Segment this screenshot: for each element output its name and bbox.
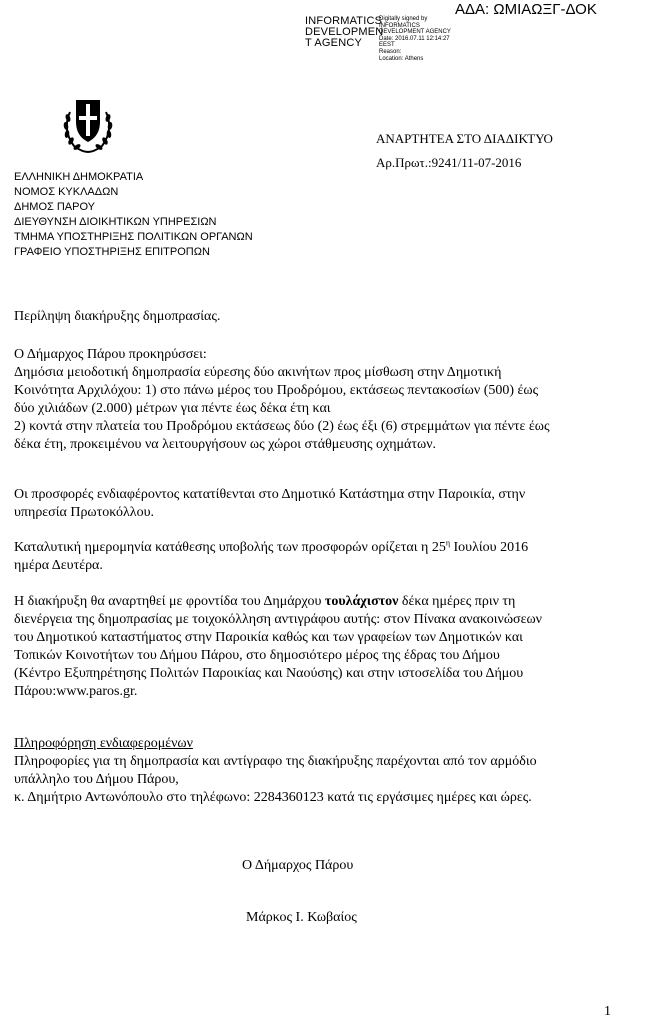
signature-detail-line: INFORMATICS	[379, 22, 420, 29]
offers-line: Οι προσφορές ενδιαφέροντος κατατίθενται στο Δημοτικό Κατάστημα στην Παροικία, στην	[14, 487, 526, 502]
authority-line: ΝΟΜΟΣ ΚΥΚΛΑΔΩΝ	[14, 186, 119, 198]
announcement-line: δέκα έτη, προκειμένου να λειτουργήσουν ως χώροι στάθμευσης οχημάτων.	[14, 437, 437, 452]
posting-line	[14, 593, 624, 611]
posting-emphasis: τουλάχιστον	[324, 594, 399, 609]
authority-line: ΔΗΜΟΣ ΠΑΡΟΥ	[14, 201, 96, 213]
info-line: Πληροφορίες για τη δημοπρασία και αντίγραφο της διακήρυξης παρέχονται από τον αρμόδιο	[14, 754, 537, 769]
authority-line: ΔΙΕΥΘΥΝΣΗ ΔΙΟΙΚΗΤΙΚΩΝ ΥΠΗΡΕΣΙΩΝ	[14, 216, 217, 228]
signature-detail-line: Digitally signed by	[379, 16, 428, 22]
deadline-day: ημέρα Δευτέρα.	[14, 558, 103, 573]
posting-line: διενέργεια της δημοπρασίας με τοιχοκόλληση αντιγράφου αυτής: στον Πίνακα ανακοινώσεων	[14, 612, 543, 627]
signature-agency-line: INFORMATICS	[305, 15, 383, 27]
deadline-paragraph	[14, 539, 624, 575]
offers-paragraph	[14, 486, 624, 522]
posting-line: Πάρου:www.paros.gr.	[14, 684, 138, 699]
page-number: 1	[604, 1004, 611, 1019]
info-line: κ. Δημήτριο Αντωνόπουλο στο τηλέφωνο: 2284360123 κατά τις εργάσιμες ημέρες και ώρες.	[14, 790, 532, 805]
posting-text: δέκα ημέρες πριν τη	[398, 594, 516, 609]
authority-line: ΤΜΗΜΑ ΥΠΟΣΤΗΡΙΞΗΣ ΠΟΛΙΤΙΚΩΝ ΟΡΓΑΝΩΝ	[14, 231, 253, 243]
info-title: Πληροφόρηση ενδιαφερομένων	[14, 736, 193, 751]
offers-line: υπηρεσία Πρωτοκόλλου.	[14, 505, 155, 520]
announcement-line: Κοινότητα Αρχιλόχου: 1) στο πάνω μέρος του Προδρόμου, εκτάσεως πεντακοσίων (500) έως	[14, 383, 539, 398]
signoff-title: Ο Δήμαρχος Πάρου	[242, 858, 354, 873]
posting-line: του Δημοτικού καταστήματος στην Παροικία καθώς και των γραφείων των Δημοτικών και	[14, 630, 523, 645]
posting-line: Τοπικών Κοινοτήτων του Δήμου Πάρου, στο δημοσιότερο μέρος της έδρας του Δήμου	[14, 648, 500, 663]
signature-details	[379, 16, 489, 62]
signature-detail-line: EEST	[379, 42, 395, 49]
signoff-name: Μάρκος Ι. Κωβαίος	[246, 910, 357, 925]
announcement-line: Δημόσια μειοδοτική δημοπρασία εύρεσης δύο ακινήτων προς μίσθωση στην Δημοτική	[14, 365, 502, 380]
signature-agency	[305, 16, 385, 49]
signature-detail-line: Reason:	[379, 48, 402, 55]
deadline-superscript: η	[445, 538, 450, 548]
posting-text: Η διακήρυξη θα αναρτηθεί με φροντίδα του Δημάρχου	[14, 594, 325, 609]
announcement	[14, 346, 624, 454]
signature-agency-line: DEVELOPMEN	[305, 26, 384, 38]
signature-agency-line: T AGENCY	[305, 37, 363, 49]
protocol-number: Αρ.Πρωτ.:9241/11-07-2016	[376, 155, 522, 170]
greek-emblem-icon	[58, 92, 118, 156]
ada-code: ΑΔΑ: ΩΜΙΑΩΞΓ-ΔΟΚ	[455, 1, 597, 18]
authority-header	[14, 170, 253, 260]
announcement-line: Ο Δήμαρχος Πάρου προκηρύσσει:	[14, 347, 207, 362]
deadline-text: Καταλυτική ημερομηνία κατάθεσης υποβολής των προσφορών ορίζεται η 25	[14, 540, 446, 555]
posting-paragraph	[14, 593, 624, 701]
authority-line: ΕΛΛΗΝΙΚΗ ΔΗΜΟΚΡΑΤΙΑ	[14, 171, 144, 183]
publish-note: ΑΝΑΡΤΗΤΕΑ ΣΤΟ ΔΙΑΔΙΚΤΥΟ	[376, 131, 553, 146]
info-line: υπάλληλο του Δήμου Πάρου,	[14, 772, 179, 787]
authority-line: ΓΡΑΦΕΙΟ ΥΠΟΣΤΗΡΙΞΗΣ ΕΠΙΤΡΟΠΩΝ	[14, 246, 210, 258]
posting-line: (Κέντρο Εξυπηρέτησης Πολιτών Παροικίας και Ναούσης) και στην ιστοσελίδα του Δήμου	[14, 666, 524, 681]
summary-title: Περίληψη διακήρυξης δημοπρασίας.	[14, 309, 221, 324]
info-section	[14, 735, 624, 807]
signature-detail-line: DEVELOPMENT AGENCY	[379, 29, 451, 36]
announcement-line: δύο χιλιάδων (2.000) μέτρων για πέντε έως δέκα έτη και	[14, 401, 331, 416]
signature-detail-line: Date: 2016.07.11 12:14:27	[379, 35, 450, 42]
signature-detail-line: Location: Athens	[379, 55, 424, 62]
deadline-date: Ιουλίου 2016	[450, 540, 529, 555]
announcement-line: 2) κοντά στην πλατεία του Προδρόμου εκτάσεως δύο (2) έως έξι (6) στρεμμάτων για πέντε έως	[14, 419, 550, 434]
deadline-line	[14, 539, 624, 557]
